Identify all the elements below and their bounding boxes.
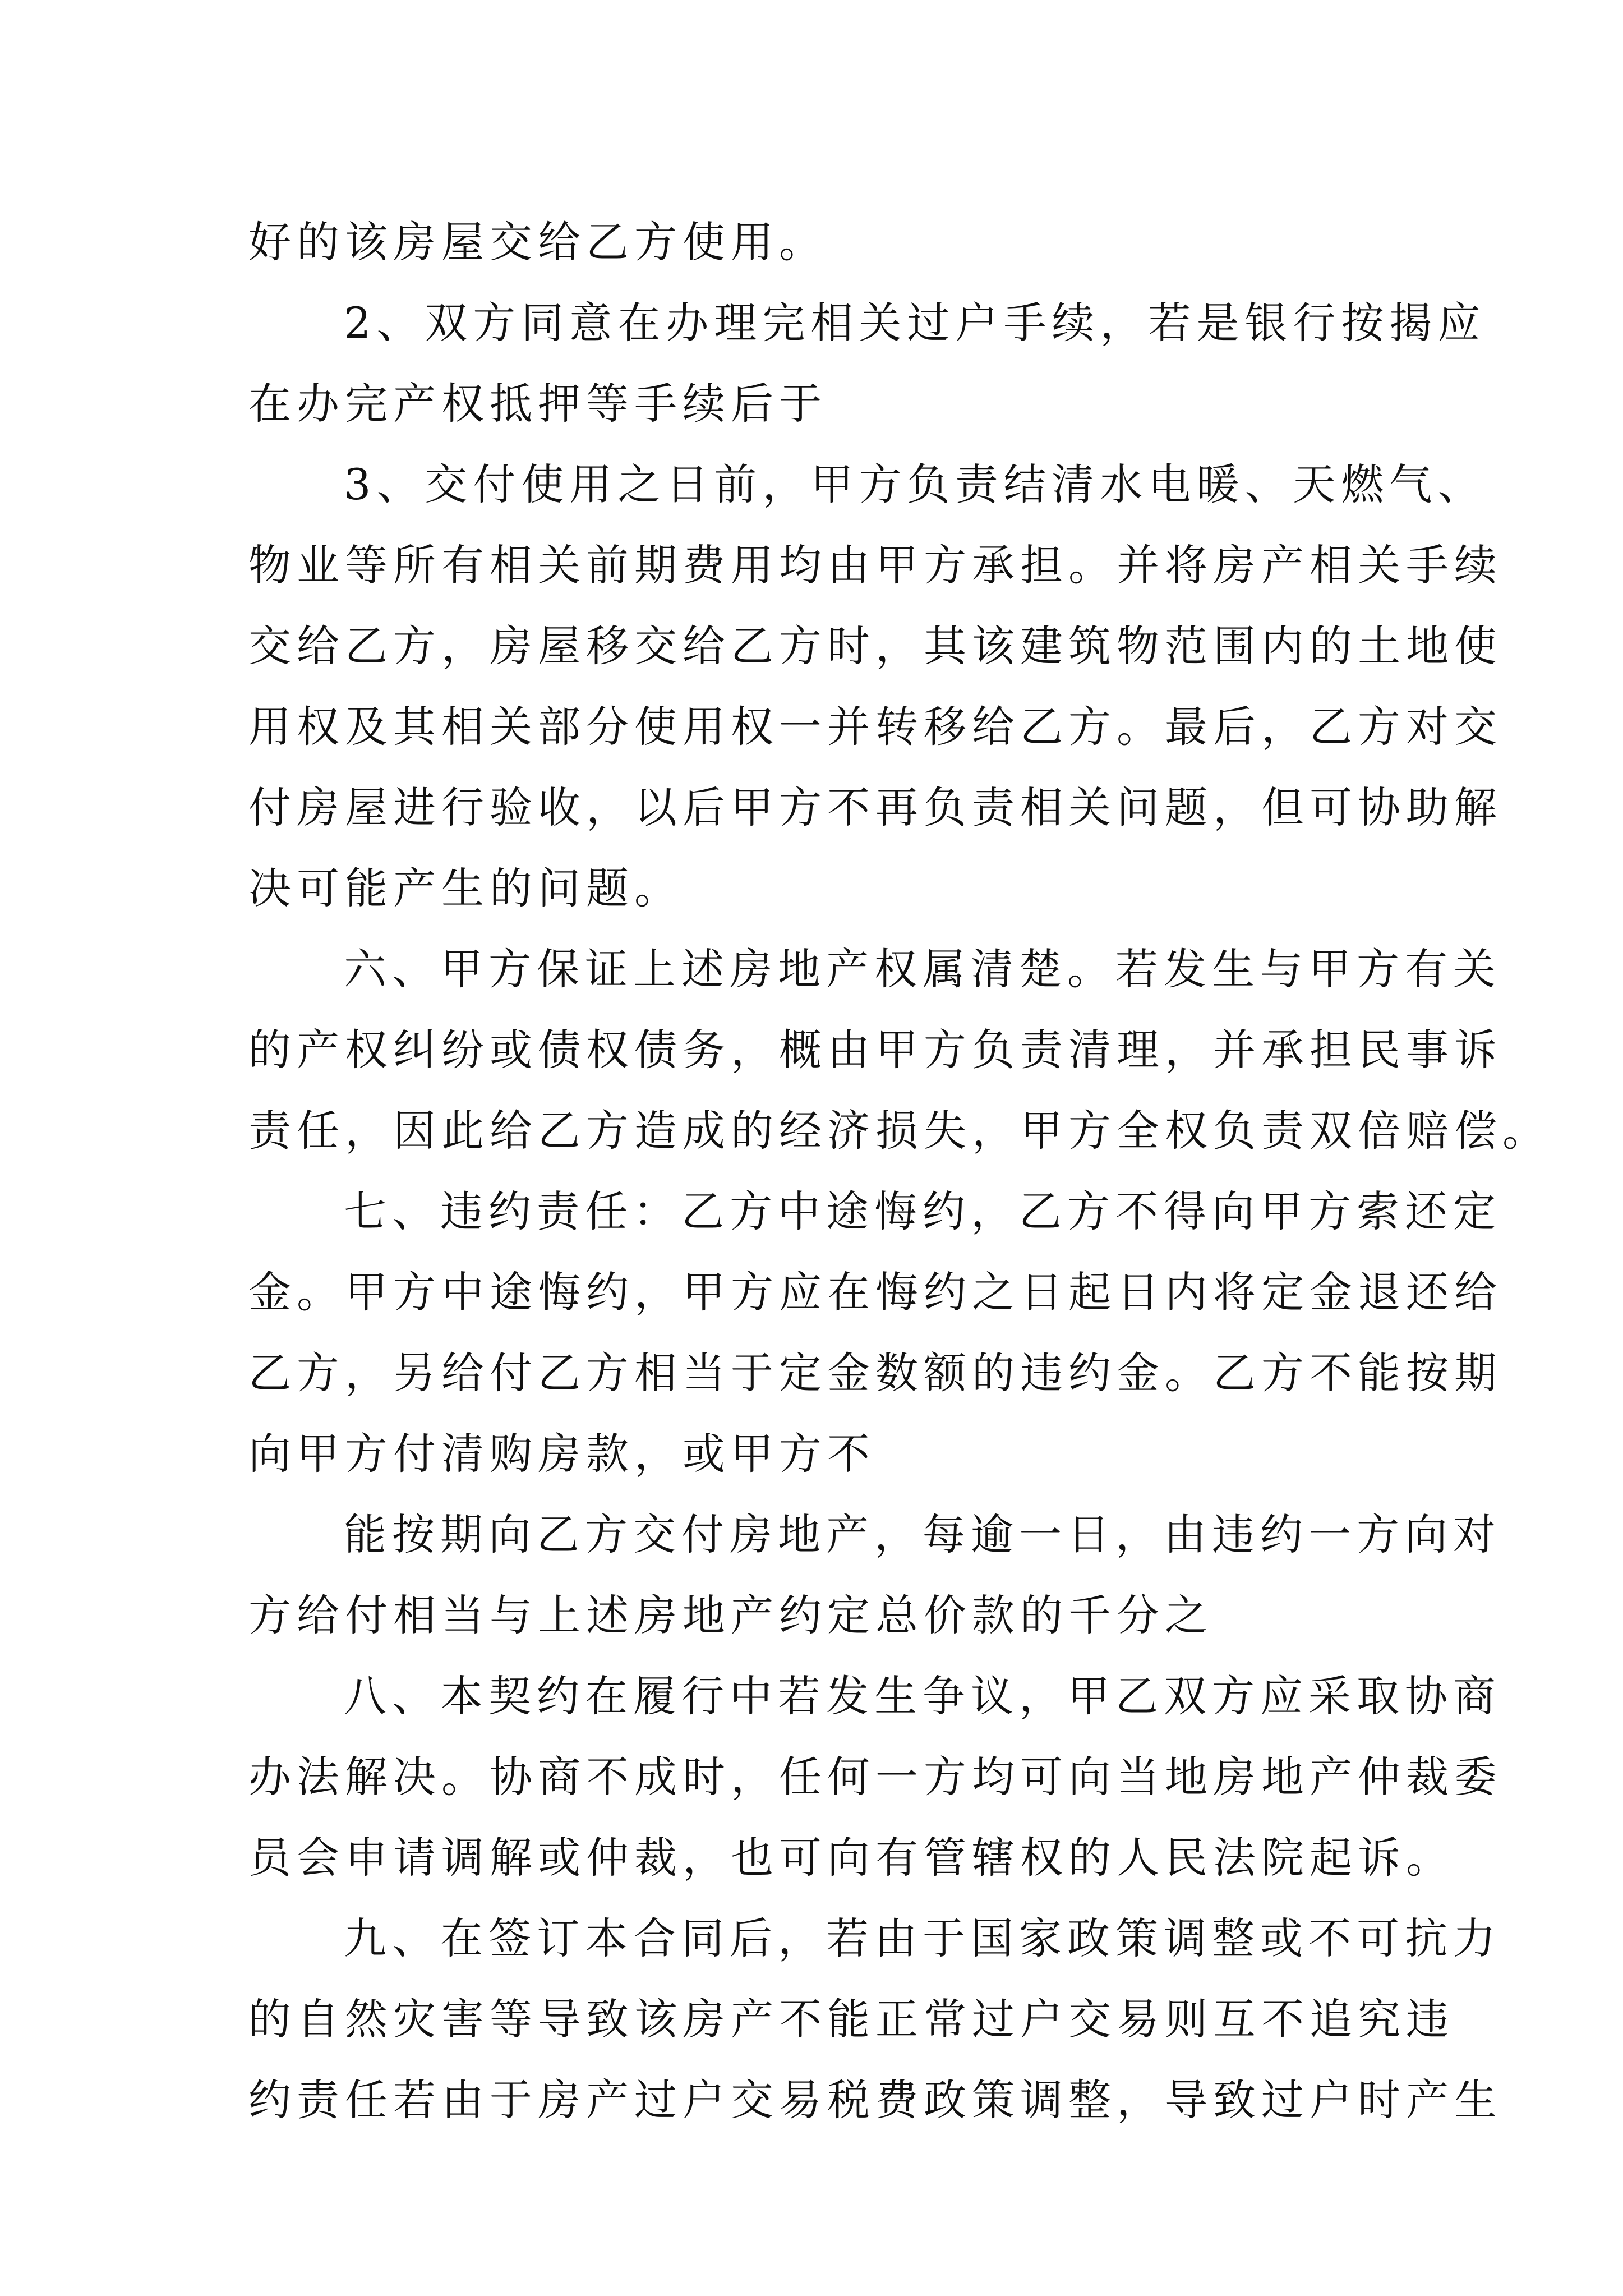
text-line: 责任，因此给乙方造成的经济损失，甲方全权负责双倍赔偿。 [248, 1106, 1551, 1156]
text-line: 办法解决。协商不成时，任何一方均可向当地房地产仲裁委 [248, 1752, 1502, 1802]
text-line: 七、违约责任：乙方中途悔约，乙方不得向甲方索还定 [344, 1186, 1501, 1236]
text-line: 决可能产生的问题。 [248, 863, 683, 913]
text-line: 约责任若由于房产过户交易税费政策调整，导致过户时产生 [248, 2075, 1502, 2125]
text-line: 用权及其相关部分使用权一并转移给乙方。最后，乙方对交 [248, 702, 1502, 752]
text-line: 方给付相当与上述房地产约定总价款的千分之 [248, 1590, 1213, 1640]
text-line: 能按期向乙方交付房地产，每逾一日，由违约一方向对 [344, 1510, 1501, 1559]
text-line: 的自然灾害等导致该房产不能正常过户交易则互不追究违 [248, 1994, 1454, 2044]
text-line: 九、在签订本合同后，若由于国家政策调整或不可抗力 [344, 1913, 1501, 1963]
text-line: 3、交付使用之日前，甲方负责结清水电暖、天燃气、 [344, 459, 1486, 509]
text-line: 金。甲方中途悔约，甲方应在悔约之日起日内将定金退还给 [248, 1267, 1502, 1317]
text-line: 六、甲方保证上述房地产权属清楚。若发生与甲方有关 [344, 944, 1501, 994]
contract-body-text [248, 202, 1551, 2141]
text-line: 乙方，另给付乙方相当于定金数额的违约金。乙方不能按期 [248, 1348, 1502, 1398]
text-line: 的产权纠纷或债权债务，概由甲方负责清理，并承担民事诉 [248, 1025, 1502, 1075]
text-line: 2、双方同意在办理完相关过户手续，若是银行按揭应 [344, 298, 1486, 348]
text-line: 八、本契约在履行中若发生争议，甲乙双方应采取协商 [344, 1671, 1501, 1721]
text-line: 物业等所有相关前期费用均由甲方承担。并将房产相关手续 [248, 540, 1502, 590]
text-line: 好的该房屋交给乙方使用。 [248, 217, 827, 267]
text-line: 员会申请调解或仲裁，也可向有管辖权的人民法院起诉。 [248, 1833, 1454, 1883]
text-line: 付房屋进行验收，以后甲方不再负责相关问题，但可协助解 [248, 783, 1502, 832]
text-line: 交给乙方，房屋移交给乙方时，其该建筑物范围内的土地使 [248, 621, 1502, 671]
text-line: 向甲方付清购房款，或甲方不 [248, 1429, 875, 1479]
text-line: 在办完产权抵押等手续后于 [248, 379, 827, 429]
